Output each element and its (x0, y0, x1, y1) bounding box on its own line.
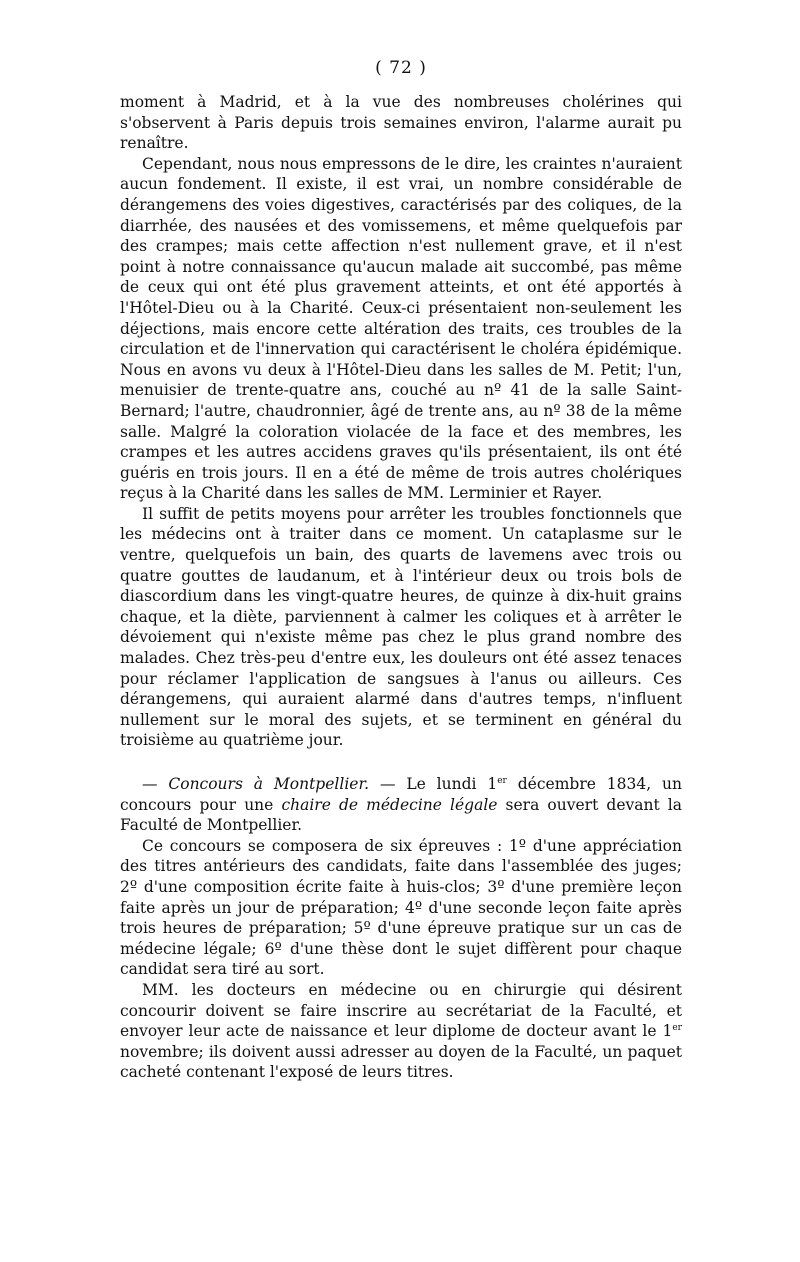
news-text: sera ouvert devant la Faculté de Montpellier. (120, 795, 682, 835)
inscription-text: MM. les docteurs en médecine ou en chirurgie qui désirent concourir doivent se faire inscrire au secrétariat de la Faculté, et envoyer leur acte de naissance et leur diplome de docteur avant le 1 (120, 980, 682, 1041)
news-dash: — (369, 775, 407, 793)
paragraph-epreuves: Ce concours se composera de six épreuves : 1º d'une appréciation des titres antérieurs des candidats, faite dans l'assemblée des juges; 2º d'une composition écrite faite à huis-clos; 3º d'une première leçon faite après un jour de préparation; 4º d'une seconde leçon faite après trois heures de préparation; 5º d'une épreuve pratique sur un cas de médecine légale; 6º d'une thèse dont le sujet diffèrent pour chaque candidat sera tiré au sort. (120, 836, 682, 979)
paragraph-inscription (120, 980, 682, 1083)
news-text: Le lundi 1 (406, 775, 498, 793)
paragraph-reassurance: Cependant, nous nous empressons de le dire, les craintes n'auraient aucun fondement. Il existe, il est vrai, un nombre considérable de dérangemens des voies digestives, caractérisés par des coliques, de la diarrhée, des nausées et des vomissemens, et même quelquefois par des crampes; mais cette affection n'est nullement grave, et il n'est point à notre connaissance qu'aucun malade ait succombé, pas même de ceux qui ont été plus gravement atteints, et ont été apportés à l'Hôtel-Dieu ou à la Charité. Ceux-ci présentaient non-seulement les déjections, mais encore cette altération des traits, ces troubles de la circulation et de l'innervation qui caractérisent le choléra épidémique. Nous en avons vu deux à l'Hôtel-Dieu dans les salles de M. Petit; l'un, menuisier de trente-quatre ans, couché au nº 41 de la salle Saint-Bernard; l'autre, chaudronnier, âgé de trente ans, au nº 38 de la même salle. Malgré la coloration violacée de la face et des membres, les crampes et les autres accidens graves qu'ils présentaient, ils ont été guéris en trois jours. Il en a été de même de trois autres cholériques reçus à la Charité dans les salles de MM. Lerminier et Rayer. (120, 154, 682, 503)
paragraph-treatment: Il suffit de petits moyens pour arrêter les troubles fonctionnels que les médecins ont à traiter dans ce moment. Un cataplasme sur le ventre, quelquefois un bain, des quarts de lavemens avec trois ou quatre gouttes de laudanum, et à l'intérieur deux ou trois bols de diascordium dans les vingt-quatre heures, de quinze à dix-huit grains chaque, et la diète, parviennent à calmer les coliques et à arrêter le dévoiement qui n'existe même pas chez le plus grand nombre des malades. Chez très-peu d'entre eux, les douleurs ont été assez tenaces pour réclamer l'application de sangsues à l'anus ou ailleurs. Ces dérangemens, qui auraient alarmé dans d'autres temps, n'influent nullement sur le moral des sujets, et se terminent en général du troisième au quatrième jour. (120, 504, 682, 750)
ordinal-superscript: er (497, 776, 507, 786)
page-number: ( 72 ) (375, 58, 427, 78)
paragraph-continuation: moment à Madrid, et à la vue des nombreuses cholérines qui s'observent à Paris depuis trois semaines environ, l'alarme aurait pu renaître. (120, 93, 682, 153)
news-dash: — (142, 775, 169, 793)
inscription-text: novembre; ils doivent aussi adresser au doyen de la Faculté, un paquet cacheté contenant l'exposé de leurs titres. (120, 1042, 682, 1082)
document-page (120, 58, 682, 1083)
news-text: décembre 1834, un concours pour une (120, 775, 682, 814)
ordinal-superscript: er (672, 1023, 682, 1034)
news-emphasis: chaire de médecine légale (281, 795, 498, 814)
news-item-concours (120, 774, 682, 836)
news-title: Concours à Montpellier. (168, 775, 370, 793)
